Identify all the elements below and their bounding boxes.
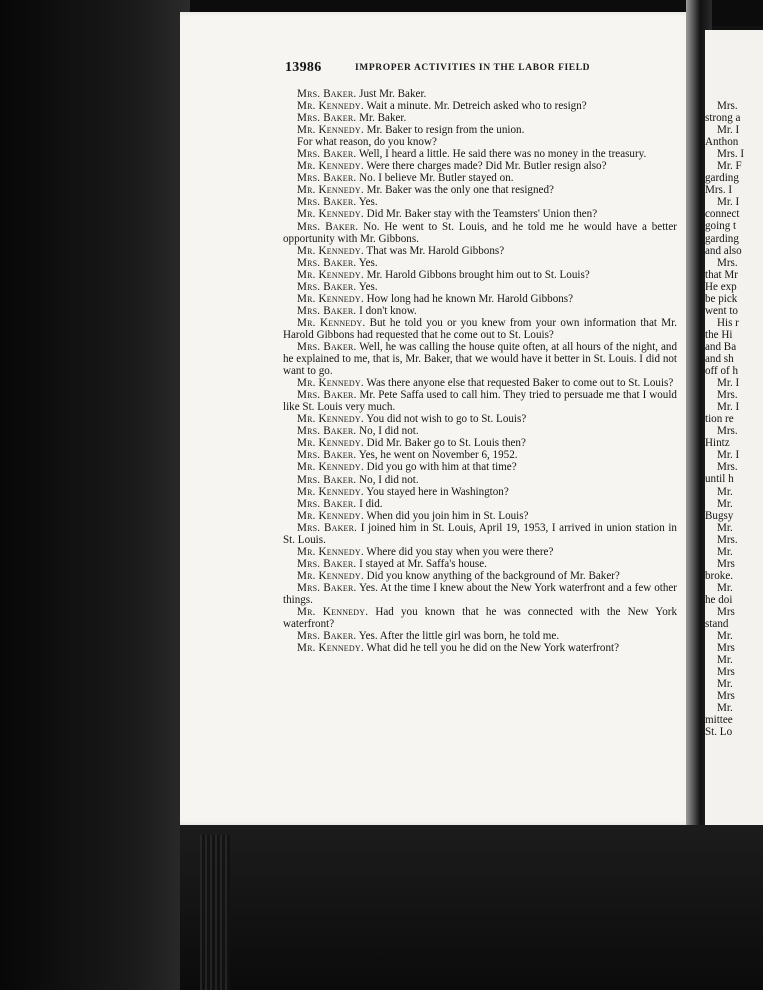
testimony-paragraph: [283, 522, 677, 546]
facing-page-line: garding: [705, 232, 739, 245]
testimony-paragraph: [283, 221, 677, 245]
speaker-name: Mr. Kennedy.: [297, 268, 364, 281]
speech-text: No. I believe Mr. Butler stayed on.: [356, 172, 514, 185]
facing-page-line: the Hi: [705, 328, 733, 341]
speaker-name: Mr. Kennedy.: [297, 485, 364, 498]
speaker-name: Mrs. Baker.: [297, 148, 357, 161]
facing-page-line: Mr. I: [717, 449, 740, 462]
speaker-name: Mrs. Baker.: [297, 557, 357, 570]
speaker-name: Mr. Kennedy.: [297, 606, 369, 619]
facing-page-line: he doi: [705, 593, 733, 606]
facing-page-line: Mr.: [717, 702, 733, 715]
testimony-paragraph: [283, 160, 677, 172]
speech-text: Yes.: [356, 256, 378, 269]
facing-page-line: off of h: [705, 365, 739, 378]
speaker-name: Mr. Kennedy.: [297, 292, 364, 305]
speech-text: Yes.: [356, 196, 378, 209]
scan-left-edge: [0, 0, 190, 990]
facing-page-line: Mrs: [717, 557, 735, 570]
testimony-paragraph: [283, 474, 677, 486]
facing-page-line: Mr.: [717, 545, 733, 558]
speaker-name: Mr. Kennedy.: [297, 569, 364, 582]
testimony-paragraph: [283, 124, 677, 136]
speech-text: Yes, he went on November 6, 1952.: [356, 449, 518, 462]
speaker-name: Mr. Kennedy.: [297, 100, 364, 113]
facing-page-line: stand: [705, 618, 729, 631]
speech-text: You stayed here in Washington?: [363, 485, 509, 498]
speaker-name: Mr. Kennedy.: [297, 545, 364, 558]
facing-page-line: Mr.: [717, 654, 733, 667]
testimony-paragraph: [283, 425, 677, 437]
speech-text: But he told you or you knew from your own information that Mr. Harold Gibbons had requested that he come out to St. Louis?: [283, 316, 677, 341]
speaker-name: Mrs. Baker.: [297, 340, 357, 353]
speech-text: Did Mr. Baker go to St. Louis then?: [363, 437, 526, 450]
facing-page-line: St. Lo: [705, 726, 733, 739]
testimony-paragraph: [283, 486, 677, 498]
facing-page-line: Mrs.: [717, 425, 738, 438]
testimony-paragraph: [283, 630, 677, 642]
testimony-paragraph: [283, 558, 677, 570]
facing-page-line: and also: [705, 244, 742, 257]
testimony-paragraph: [283, 245, 677, 257]
speaker-name: Mrs. Baker.: [297, 88, 357, 100]
scan-frame-bottom: [180, 825, 763, 990]
speaker-name: Mrs. Baker.: [297, 521, 358, 534]
running-head: IMPROPER ACTIVITIES IN THE LABOR FIELD: [355, 63, 591, 73]
testimony-paragraph: [283, 461, 677, 473]
facing-page-line: broke.: [705, 569, 734, 582]
speaker-name: Mrs. Baker.: [297, 497, 357, 510]
speech-text: Was there anyone else that requested Baker to come out to St. Louis?: [363, 377, 674, 390]
speech-text: I stayed at Mr. Saffa's house.: [356, 557, 487, 570]
facing-page-line: He exp: [705, 280, 737, 293]
facing-page-text: [705, 100, 763, 738]
testimony-paragraph: [283, 257, 677, 269]
speaker-name: Mrs. Baker.: [297, 425, 357, 438]
testimony-paragraph: [283, 377, 677, 389]
testimony-paragraph: [283, 269, 677, 281]
testimony-paragraph: [283, 305, 677, 317]
speech-text: For what reason, do you know?: [297, 136, 437, 149]
testimony-paragraph: [283, 196, 677, 208]
facing-page-line: mittee: [705, 714, 733, 727]
facing-page-line: and Ba: [705, 340, 737, 353]
page-header: [285, 60, 685, 80]
speech-text: You did not wish to go to St. Louis?: [363, 413, 527, 426]
speaker-name: Mr. Kennedy.: [297, 208, 364, 221]
testimony-paragraph: [283, 317, 677, 341]
speaker-name: Mr. Kennedy.: [297, 160, 364, 173]
speech-text: Wait a minute. Mr. Detreich asked who to resign?: [363, 100, 587, 113]
speech-text: Mr. Pete Saffa used to call him. They tried to persuade me that I would like St. Louis very much.: [283, 389, 677, 414]
facing-page-line: Mr. I: [717, 377, 740, 390]
testimony-paragraph: [283, 570, 677, 582]
testimony-paragraph: [283, 112, 677, 124]
speaker-name: Mr. Kennedy.: [297, 642, 364, 655]
facing-page-line: Hintz: [705, 437, 730, 450]
page-edges: [200, 835, 230, 990]
facing-page-line: Anthon: [705, 136, 739, 149]
facing-page-line: Mrs.: [717, 256, 738, 269]
speaker-name: Mrs. Baker.: [297, 256, 357, 269]
speech-text: That was Mr. Harold Gibbons?: [363, 244, 505, 257]
speaker-name: Mrs. Baker.: [297, 280, 357, 293]
speaker-name: Mrs. Baker.: [297, 304, 357, 317]
speech-text: Did Mr. Baker stay with the Teamsters' Union then?: [363, 208, 598, 221]
testimony-paragraph: [283, 449, 677, 461]
facing-page-line: be pick: [705, 292, 738, 305]
speech-text: Mr. Baker to resign from the union.: [363, 124, 525, 137]
facing-page-line: Mrs. I: [705, 184, 733, 197]
testimony-paragraph: [283, 510, 677, 522]
facing-page-line: Mrs: [717, 605, 735, 618]
testimony-paragraph: [283, 100, 677, 112]
speaker-name: Mr. Kennedy.: [297, 437, 364, 450]
testimony-paragraph: [283, 546, 677, 558]
speech-text: Well, he was calling the house quite often, at all hours of the night, and he explained to me, that is, Mr. Baker, that we would have it better in St. Louis. I did not want to go.: [283, 340, 677, 378]
testimony-paragraph: [283, 341, 677, 377]
testimony-paragraph: [283, 172, 677, 184]
testimony-paragraph: [283, 281, 677, 293]
speech-text: No, I did not.: [356, 473, 419, 486]
testimony-paragraph: [283, 389, 677, 413]
facing-page-line: Mrs: [717, 642, 735, 655]
facing-page-line: Mrs.: [717, 461, 738, 474]
speech-text: Had you known that he was connected with the New York waterfront?: [283, 606, 677, 631]
speech-text: No. He went to St. Louis, and he told me he would have a better opportunity with Mr. Gibbons.: [283, 220, 677, 245]
speaker-name: Mr. Kennedy.: [297, 413, 364, 426]
facing-page-line: Mr. I: [717, 401, 740, 414]
facing-page-line: Mrs.: [717, 389, 738, 402]
testimony-paragraph: [283, 582, 677, 606]
speaker-name: Mrs. Baker.: [297, 112, 357, 125]
speech-text: No, I did not.: [356, 425, 419, 438]
facing-page-line: His r: [717, 316, 739, 329]
testimony-paragraph: [283, 293, 677, 305]
testimony-paragraph: [283, 148, 677, 160]
speaker-name: Mrs. Baker.: [297, 172, 357, 185]
speaker-name: Mr. Kennedy.: [297, 377, 364, 390]
speaker-name: Mr. Kennedy.: [297, 184, 364, 197]
speech-text: I joined him in St. Louis, April 19, 1953, I arrived in union station in St. Louis.: [283, 521, 677, 546]
facing-page-line: that Mr: [705, 268, 738, 281]
speech-text: I did.: [356, 497, 383, 510]
facing-page-line: Mrs: [717, 666, 735, 679]
speaker-name: Mr. Kennedy.: [297, 509, 364, 522]
facing-page-line: Mr.: [717, 521, 733, 534]
facing-page-line: Mrs: [717, 690, 735, 703]
speaker-name: Mr. Kennedy.: [297, 461, 364, 474]
speech-text: I don't know.: [356, 304, 417, 317]
speech-text: Mr. Harold Gibbons brought him out to St. Louis?: [363, 268, 590, 281]
speech-text: How long had he known Mr. Harold Gibbons?: [363, 292, 574, 305]
speech-text: When did you join him in St. Louis?: [363, 509, 529, 522]
speech-text: Yes. At the time I knew about the New York waterfront and a few other things.: [283, 581, 677, 606]
facing-page-line: Mr. I: [717, 196, 740, 209]
facing-page-line: Mr.: [717, 497, 733, 510]
facing-page-line: went to: [705, 304, 738, 317]
speaker-name: Mrs. Baker.: [297, 630, 357, 643]
speaker-name: Mrs. Baker.: [297, 449, 357, 462]
speech-text: Mr. Baker.: [356, 112, 407, 125]
speaker-name: Mr. Kennedy.: [297, 124, 364, 137]
speech-text: Where did you stay when you were there?: [363, 545, 554, 558]
speaker-name: Mrs. Baker.: [297, 389, 357, 402]
speech-text: Yes.: [356, 280, 378, 293]
testimony-paragraph: [283, 413, 677, 425]
speech-text: Well, I heard a little. He said there was no money in the treasury.: [356, 148, 647, 161]
testimony-paragraph: [283, 184, 677, 196]
facing-page-line: Bugsy: [705, 509, 734, 522]
testimony-paragraph: [283, 136, 677, 148]
speaker-name: Mrs. Baker.: [297, 473, 357, 486]
testimony-paragraph: [283, 606, 677, 630]
speech-text: Mr. Baker was the only one that resigned?: [363, 184, 554, 197]
facing-page-line: strong a: [705, 112, 741, 125]
facing-page-line: connect: [705, 208, 740, 221]
facing-page-line: and sh: [705, 352, 734, 365]
facing-page-line: tion re: [705, 413, 734, 426]
speaker-name: Mrs. Baker.: [297, 220, 359, 233]
facing-page-line: Mrs.: [717, 100, 738, 112]
testimony-text: [283, 88, 677, 654]
speech-text: What did he tell you he did on the New York waterfront?: [363, 642, 620, 655]
testimony-paragraph: [283, 437, 677, 449]
facing-page-line: garding: [705, 172, 739, 185]
speech-text: Were there charges made? Did Mr. Butler resign also?: [363, 160, 607, 173]
speech-text: Did you go with him at that time?: [363, 461, 517, 474]
facing-page-line: Mrs. I: [717, 148, 745, 161]
facing-page-line: Mr.: [717, 630, 733, 643]
right-page: [705, 30, 763, 825]
facing-page-line: Mr.: [717, 678, 733, 691]
facing-page-line: until h: [705, 473, 734, 486]
facing-page-line: going t: [705, 220, 737, 233]
speech-text: Yes. After the little girl was born, he told me.: [356, 630, 560, 643]
speaker-name: Mr. Kennedy.: [297, 316, 366, 329]
page-number: 13986: [285, 60, 322, 75]
facing-page-line: Mr.: [717, 485, 733, 498]
testimony-paragraph: [283, 498, 677, 510]
speaker-name: Mrs. Baker.: [297, 581, 357, 594]
speaker-name: Mr. Kennedy.: [297, 244, 364, 257]
speaker-name: Mrs. Baker.: [297, 196, 357, 209]
testimony-paragraph: [283, 208, 677, 220]
speech-text: Just Mr. Baker.: [356, 88, 427, 100]
testimony-paragraph: [283, 642, 677, 654]
facing-page-line: Mr. F: [717, 160, 742, 173]
speech-text: Did you know anything of the background of Mr. Baker?: [363, 569, 620, 582]
testimony-paragraph: [283, 88, 677, 100]
facing-page-line: Mr.: [717, 581, 733, 594]
facing-page-line: Mr. I: [717, 124, 740, 137]
facing-page-line: Mrs.: [717, 533, 738, 546]
